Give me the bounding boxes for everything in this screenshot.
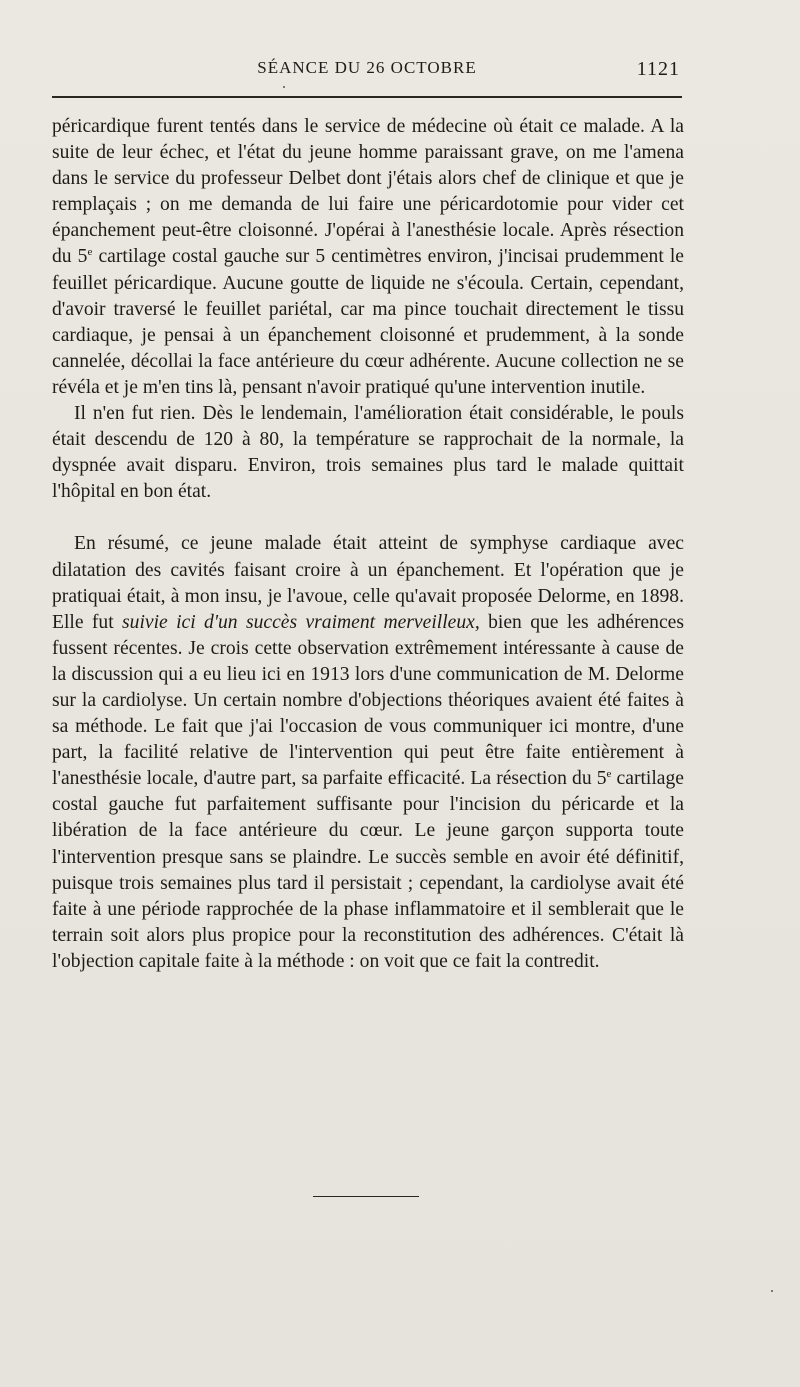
paragraph-3-text-end: cartilage costal gauche fut parfaitement suffisante pour l'incision du péricarde et la libération de la face antérieure du cœur. Le jeune garçon supporta toute l'intervention presque sans se plaindre. Le succès semble en avoir été définitif, puisque trois semaines plus tard il persistait ; cependant, la cardiolyse avait été faite à une période rapprochée de la phase inflammatoire et il semblerait que le terrain soit alors plus propice pour la reconstitution des adhérences. C'était là l'objection capitale faite à la méthode : on voit que ce fait la contredit. xyxy=(52,768,684,972)
print-speck xyxy=(771,1290,773,1292)
italic-emphasis: suivie ici d'un succès vraiment merveilleux, xyxy=(122,611,480,633)
section-end-rule xyxy=(313,1196,419,1197)
paragraph-3-text-continued: bien que les adhérences fussent récentes. Je crois cette observation extrêmement intéressante à cause de la discussion qui a eu lieu ici en 1913 lors d'une communication de M. Delorme sur la cardiolyse. Un certain nombre d'objections théoriques avaient été faites à sa méthode. Le fait que j'ai l'occasion de vous communiquer ici montre, d'une part, la facilité relative de l'intervention qui peut être faite entièrement à l'anesthésie locale, d'autre part, sa parfaite efficacité. La résection du 5 xyxy=(52,611,684,790)
page-header xyxy=(52,58,682,84)
paragraph-2: Il n'en fut rien. Dès le lendemain, l'amélioration était considérable, le pouls était descendu de 120 à 80, la température se rapprochait de la normale, la dyspnée avait disparu. Environ, trois semaines plus tard le malade quittait l'hôpital en bon état. xyxy=(52,403,684,503)
paragraph-3-text: En résumé, ce jeune malade était atteint de symphyse cardiaque avec dilatation des cavités faisant croire à un épanchement. Et l'opération que je pratiquai était, à mon insu, je l'avoue, celle qu'avait proposée Delorme, en 1898. Elle fut xyxy=(52,533,684,633)
paragraph-1-text: péricardique furent tentés dans le service de médecine où était ce malade. A la suite de leur échec, et l'état du jeune homme paraissant grave, on me l'amena dans le service du professeur Delbet dont j'étais alors chef de clinique et que je remplaçais ; on me demanda de lui faire une péricardotomie pour vider cet épanchement peut-être cloisonné. J'opérai à l'anesthésie locale. Après résection du 5 xyxy=(52,116,684,268)
print-speck xyxy=(283,86,285,88)
ordinal-superscript: e xyxy=(606,768,612,781)
paragraph-3 xyxy=(52,531,684,975)
paragraph-1-text-continued: cartilage costal gauche sur 5 centimètres environ, j'incisai prudemment le feuillet péricardique. Aucune goutte de liquide ne s'écoula. Certain, cependant, d'avoir traversé le feuillet pariétal, car ma pince touchait directement le tissu cardiaque, je pensai à un épanchement cloisonné et prudemment, à la sonde cannelée, décollai la face antérieure du cœur adhérente. Aucune collection ne se révéla et je m'en tins là, pensant n'avoir pratiqué qu'une intervention inutile. xyxy=(52,246,684,398)
paragraph-1 xyxy=(52,114,684,401)
ordinal-superscript: e xyxy=(87,246,93,259)
body-text xyxy=(52,114,684,975)
running-head: SÉANCE DU 26 OCTOBRE xyxy=(257,58,477,77)
header-rule xyxy=(52,96,682,98)
page-number: 1121 xyxy=(636,58,680,80)
